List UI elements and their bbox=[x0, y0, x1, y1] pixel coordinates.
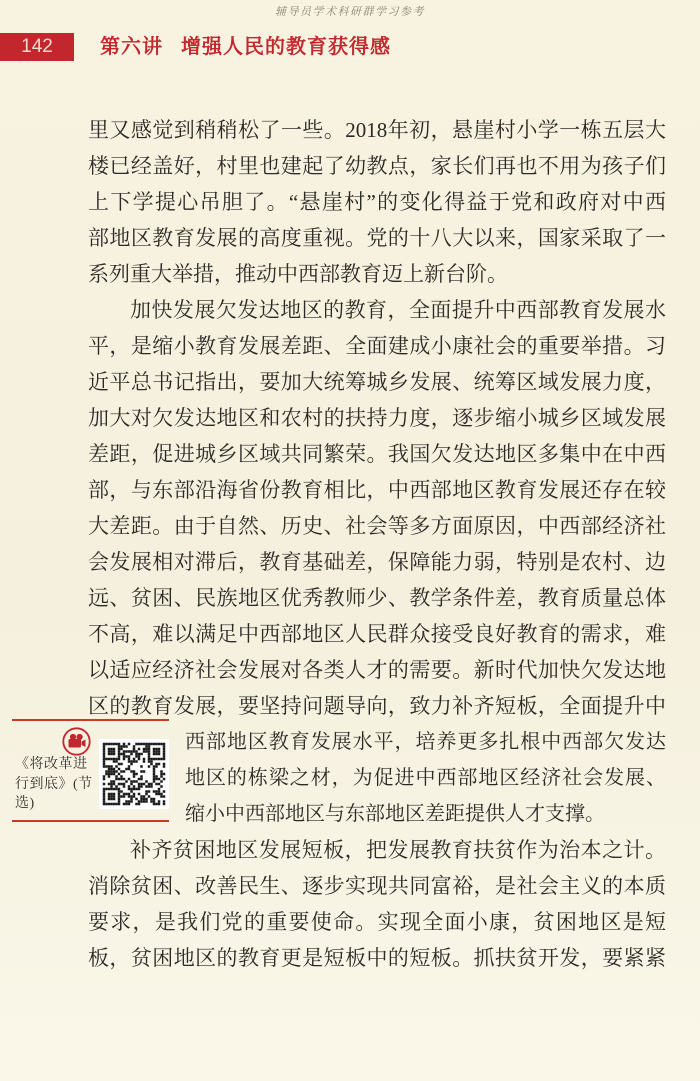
text-line: 楼已经盖好，村里也建起了幼教点，家长们再也不用为孩子们 bbox=[88, 154, 666, 178]
text-line: 部，与东部沿海省份教育相比，中西部地区教育发展还存在较 bbox=[88, 478, 666, 502]
chapter-title: 增强人民的教育获得感 bbox=[181, 36, 391, 58]
page-number-badge bbox=[0, 33, 74, 61]
sidebar-divider-top bbox=[12, 719, 169, 721]
text-line: 会发展相对滞后，教育基础差，保障能力弱，特别是农村、边 bbox=[88, 550, 666, 574]
text-line: 上下学提心吊胆了。“悬崖村”的变化得益于党和政府对中西 bbox=[88, 190, 666, 214]
text-line: 不高，难以满足中西部地区人民群众接受良好教育的需求，难 bbox=[88, 622, 666, 646]
text-line: 部地区教育发展的高度重视。党的十八大以来，国家采取了一 bbox=[88, 226, 666, 250]
text-line: 大差距。由于自然、历史、社会等多方面原因，中西部经济社 bbox=[88, 514, 666, 538]
video-camera-icon bbox=[61, 726, 92, 757]
text-line: 地区的栋梁之材，为促进中西部地区经济社会发展、 bbox=[185, 767, 666, 789]
chapter-heading bbox=[100, 33, 391, 61]
text-line: 消除贫困、改善民生、逐步实现共同富裕，是社会主义的本质 bbox=[88, 874, 666, 898]
sidebar-divider-bottom bbox=[12, 820, 169, 822]
sidebar-caption: 《将改革进行到底》(节选) bbox=[15, 757, 93, 811]
chapter-label: 第六讲 bbox=[100, 36, 163, 58]
qr-code bbox=[99, 739, 169, 809]
text-line: 差距，促进城乡区域共同繁荣。我国欠发达地区多集中在中西 bbox=[88, 442, 666, 466]
text-line: 区的教育发展，要坚持问题导向，致力补齐短板，全面提升中 bbox=[88, 694, 666, 718]
watermark-text: 辅导员学术科研群学习参考 bbox=[275, 6, 425, 18]
text-line: 缩小中西部地区与东部地区差距提供人才支撑。 bbox=[185, 803, 605, 825]
body-text bbox=[88, 112, 666, 976]
text-line: 加快发展欠发达地区的教育，全面提升中西部教育发展水 bbox=[130, 298, 666, 322]
text-line: 西部地区教育发展水平，培养更多扎根中西部欠发达 bbox=[185, 731, 666, 753]
text-line: 以适应经济社会发展对各类人才的需要。新时代加快欠发达地 bbox=[88, 658, 666, 682]
text-line: 里又感觉到稍稍松了一些。2018年初，悬崖村小学一栋五层大 bbox=[88, 118, 666, 142]
text-line: 系列重大举措，推动中西部教育迈上新台阶。 bbox=[88, 262, 508, 286]
text-line: 平，是缩小教育发展差距、全面建成小康社会的重要举措。习 bbox=[88, 334, 666, 358]
text-line: 加大对欠发达地区和农村的扶持力度，逐步缩小城乡区域发展 bbox=[88, 406, 666, 430]
page-number: 142 bbox=[21, 36, 53, 57]
text-line: 板，贫困地区的教育更是短板中的短板。抓扶贫开发，要紧紧 bbox=[88, 946, 666, 970]
text-line: 近平总书记指出，要加大统筹城乡发展、统筹区域发展力度， bbox=[88, 370, 666, 394]
text-line: 补齐贫困地区发展短板，把发展教育扶贫作为治本之计。 bbox=[130, 838, 666, 862]
text-line: 远、贫困、民族地区优秀教师少、教学条件差，教育质量总体 bbox=[88, 586, 666, 610]
text-line: 要求，是我们党的重要使命。实现全面小康，贫困地区是短 bbox=[88, 910, 666, 934]
